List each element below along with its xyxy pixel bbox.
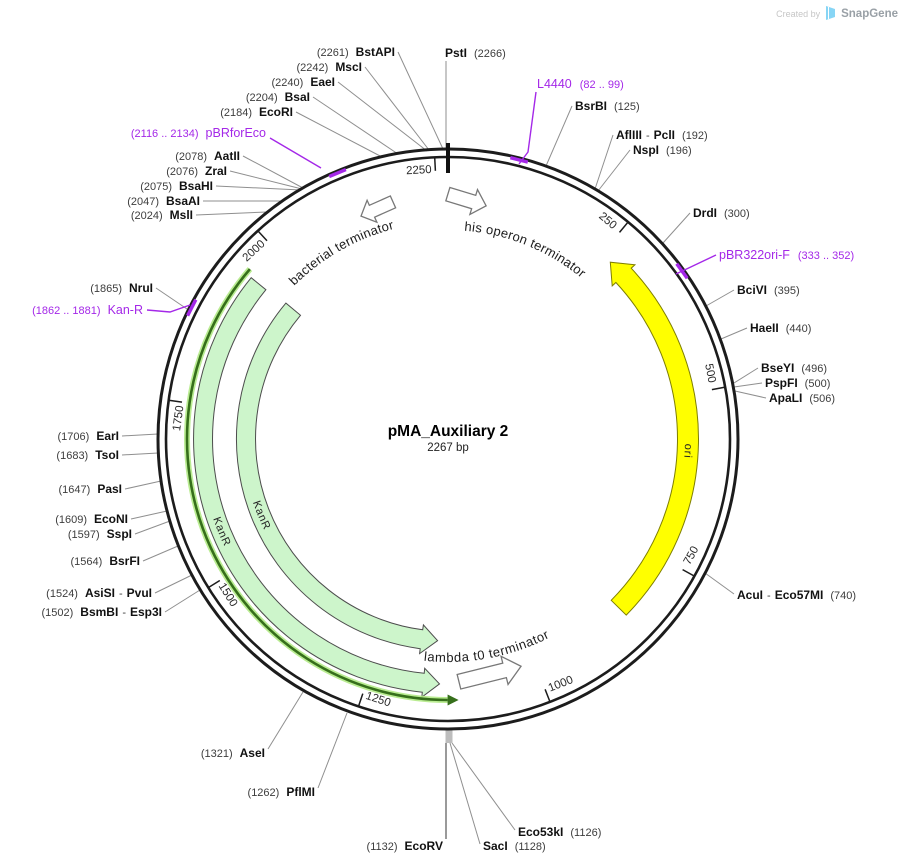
enzyme-label-BsaAI: (2047) BsaAI xyxy=(127,194,200,208)
enzyme-leader-NspI xyxy=(598,150,630,191)
enzyme-label-EcoNI: (1609) EcoNI xyxy=(55,512,128,526)
enzyme-label-BsrFI: (1564) BsrFI xyxy=(70,554,140,568)
enzyme-label-TsoI: (1683) TsoI xyxy=(56,448,119,462)
enzyme-label-SacI: SacI (1128) xyxy=(483,839,546,853)
enzyme-leader-BsaHI xyxy=(216,186,301,190)
enzyme-label-DrdI: DrdI (300) xyxy=(693,206,750,220)
enzyme-label-BstAPI: (2261) BstAPI xyxy=(316,45,395,59)
enzyme-leader-PspFI xyxy=(734,383,762,387)
enzyme-label-PspFI: PspFI (500) xyxy=(765,376,831,390)
enzyme-leader-ApaLI xyxy=(735,391,766,398)
watermark xyxy=(776,6,898,21)
enzyme-label-EcoRV: (1132) EcoRV xyxy=(366,839,443,853)
primer-label-pBRforEco: (2116 .. 2134) pBRforEco xyxy=(130,126,266,140)
enzyme-label-BsaI: (2204) BsaI xyxy=(245,90,310,104)
tick-label-1000: 1000 xyxy=(546,674,575,695)
tick-mark-500 xyxy=(712,387,725,390)
bottom-site-stub xyxy=(446,730,453,743)
primer-leader-Kan-R xyxy=(147,305,190,312)
terminator-arrow-his-operon-terminator xyxy=(444,182,490,219)
enzyme-leader-BstAPI xyxy=(398,52,443,149)
enzyme-leader-SacI xyxy=(450,743,480,844)
primer-leader-pBRforEco xyxy=(270,138,321,168)
snapgene-logo-icon xyxy=(825,6,836,21)
enzyme-label-ApaLI: ApaLI (506) xyxy=(769,391,836,405)
enzyme-leader-Eco53kI xyxy=(452,743,515,830)
enzyme-label-SspI: (1597) SspI xyxy=(67,527,132,541)
enzyme-label-EcoRI: (2184) EcoRI xyxy=(220,105,293,119)
enzyme-label-HaeII: HaeII (440) xyxy=(750,321,812,335)
plasmid-size: 2267 bp xyxy=(427,442,469,454)
enzyme-leader-HaeII xyxy=(721,328,747,339)
enzyme-leader-PasI xyxy=(125,481,161,489)
feature-label-kanr: KanR xyxy=(250,499,273,533)
enzyme-leader-AatII xyxy=(243,156,303,188)
enzyme-label-AflIII - PclI: AflIII - PclI (192) xyxy=(616,128,708,142)
enzyme-label-PstI: PstI (2266) xyxy=(445,46,506,60)
enzyme-label-EarI: (1706) EarI xyxy=(57,429,119,443)
tick-label-2000: 2000 xyxy=(240,238,268,265)
feature-label-ori: ori xyxy=(681,443,694,459)
watermark-created-by: Created by xyxy=(776,8,821,19)
enzyme-leader-MslI xyxy=(196,212,267,215)
enzyme-leader-SspI xyxy=(135,521,170,534)
feature-label-kanr: KanR xyxy=(210,515,233,549)
tick-label-1250: 1250 xyxy=(364,690,393,710)
enzyme-leader-MscI xyxy=(365,67,429,150)
primer-leader-L4440 xyxy=(519,92,536,164)
tick-label-750: 750 xyxy=(681,544,702,568)
enzyme-label-Eco53kI: Eco53kI (1126) xyxy=(518,825,602,839)
tick-mark-2250 xyxy=(435,157,436,171)
enzyme-leader-EcoNI xyxy=(131,511,167,519)
enzyme-leader-ZraI xyxy=(230,171,302,189)
plasmid-title-block xyxy=(388,423,509,454)
tick-mark-1250 xyxy=(359,694,363,707)
enzyme-leader-BsmBI - Esp3I xyxy=(165,590,200,612)
terminator-label-his-operon-terminator: his operon terminator xyxy=(463,218,590,281)
enzyme-label-AatII: (2078) AatII xyxy=(175,149,240,163)
tick-mark-1750 xyxy=(169,400,182,402)
feature-layer xyxy=(187,262,698,705)
primer-label-Kan-R: (1862 .. 1881) Kan-R xyxy=(32,303,143,317)
enzyme-label-AsiSI - PvuI: (1524) AsiSI - PvuI xyxy=(46,586,152,600)
enzyme-label-PflMI: (1262) PflMI xyxy=(247,785,315,799)
enzyme-label-BsmBI - Esp3I: (1502) BsmBI - Esp3I xyxy=(41,605,162,619)
enzyme-label-MscI: (2242) MscI xyxy=(296,60,362,74)
enzyme-label-NruI: (1865) NruI xyxy=(90,281,153,295)
enzyme-label-ZraI: (2076) ZraI xyxy=(166,164,227,178)
feature-arrowhead-kanr xyxy=(448,695,459,706)
tick-mark-750 xyxy=(683,570,695,577)
primer-leader-pBR322ori-F xyxy=(676,255,716,274)
enzyme-label-MslI: (2024) MslI xyxy=(130,208,193,222)
enzyme-leader-PflMI xyxy=(318,713,347,788)
enzyme-leader-BciVI xyxy=(706,290,734,306)
plasmid-title: pMA_Auxiliary 2 xyxy=(387,423,509,440)
enzyme-label-AseI: (1321) AseI xyxy=(200,746,265,760)
enzyme-leader-BsrFI xyxy=(143,546,178,561)
primer-label-pBR322ori-F: pBR322ori-F (333 .. 352) xyxy=(719,248,855,262)
enzyme-leader-AseI xyxy=(268,692,303,749)
tick-mark-250 xyxy=(620,222,629,232)
enzyme-leader-AcuI - Eco57MI xyxy=(705,573,734,594)
enzyme-leader-DrdI xyxy=(663,213,690,243)
tick-label-1500: 1500 xyxy=(215,580,240,610)
enzyme-leader-BsaI xyxy=(313,97,398,154)
enzyme-label-BciVI: BciVI (395) xyxy=(737,283,800,297)
watermark-brand: SnapGene xyxy=(841,7,898,20)
enzyme-leader-AsiSI - PvuI xyxy=(155,575,192,593)
enzyme-leader-NruI xyxy=(156,288,187,309)
enzyme-label-PasI: (1647) PasI xyxy=(58,482,122,496)
tick-label-1750: 1750 xyxy=(171,404,187,432)
terminator-label-lambda-t0-terminator: lambda t0 terminator xyxy=(423,626,552,665)
enzyme-label-BsrBI: BsrBI (125) xyxy=(575,99,640,113)
enzyme-leader-BsrBI xyxy=(546,106,572,166)
enzyme-label-BsaHI: (2075) BsaHI xyxy=(140,179,213,193)
terminator-label-bacterial-terminator: bacterial terminator xyxy=(285,216,396,288)
enzyme-leader-BseYI xyxy=(734,368,758,383)
tick-label-250: 250 xyxy=(596,210,619,232)
enzyme-leader-EarI xyxy=(122,434,158,436)
primer-label-L4440: L4440 (82 .. 99) xyxy=(537,77,624,91)
enzyme-label-NspI: NspI (196) xyxy=(633,143,692,157)
enzyme-label-EaeI: (2240) EaeI xyxy=(271,75,335,89)
enzyme-label-AcuI - Eco57MI: AcuI - Eco57MI (740) xyxy=(737,588,857,602)
enzyme-leader-AflIII - PclI xyxy=(595,135,613,189)
tick-label-500: 500 xyxy=(702,362,718,384)
tick-label-2250: 2250 xyxy=(405,164,432,178)
enzyme-label-BseYI: BseYI (496) xyxy=(761,361,828,375)
enzyme-leader-TsoI xyxy=(122,453,158,455)
